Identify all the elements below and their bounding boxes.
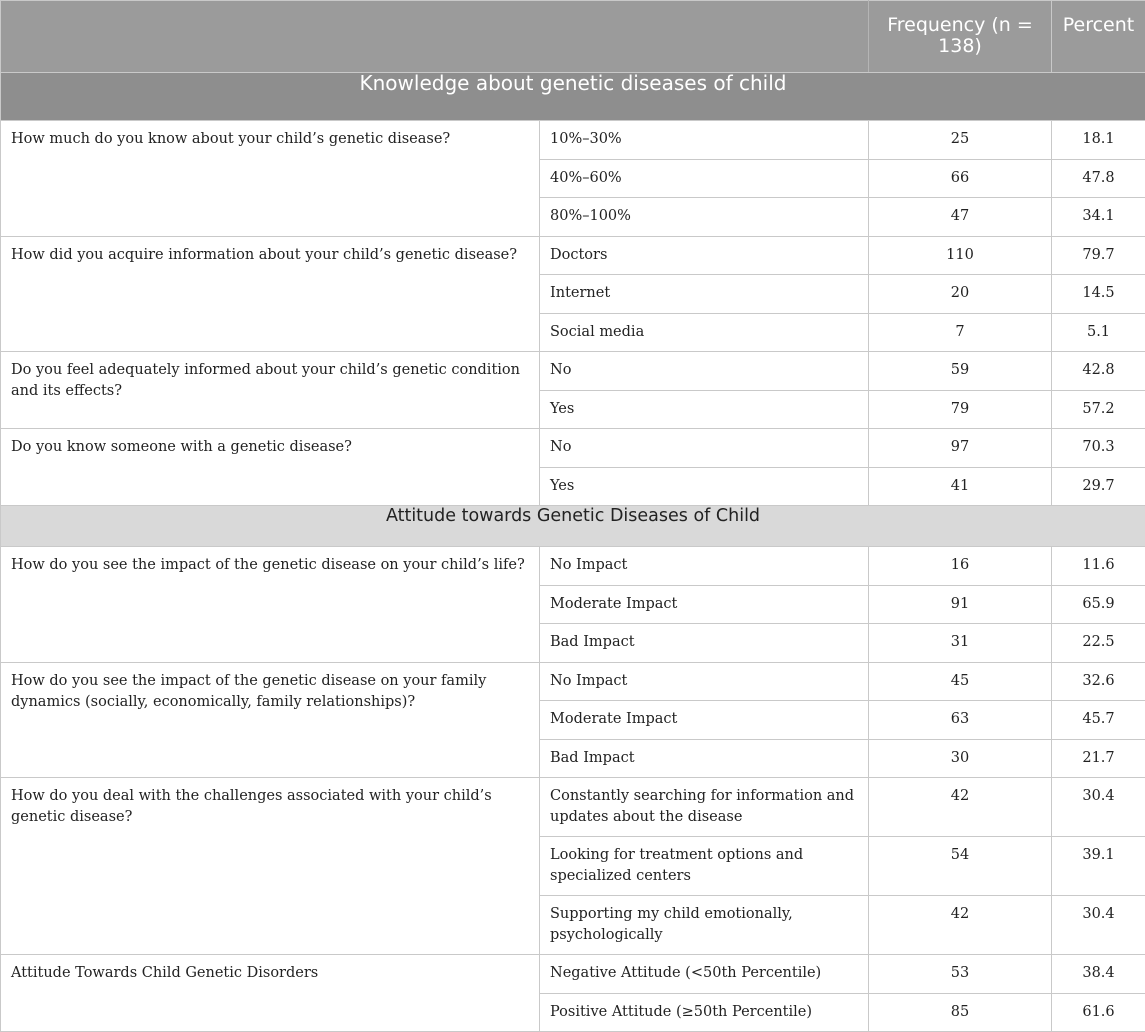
frequency-cell: 42 xyxy=(869,778,1052,837)
frequency-cell: 63 xyxy=(869,701,1052,740)
option-cell: Constantly searching for information and updates about the disease xyxy=(540,778,869,837)
section-row-knowledge xyxy=(1,73,1145,121)
percent-cell: 57.2 xyxy=(1052,390,1145,429)
table-row xyxy=(1,662,1145,701)
option-cell: Doctors xyxy=(540,236,869,275)
question-cell: How do you see the impact of the genetic disease on your child’s life? xyxy=(1,547,540,663)
frequency-cell: 25 xyxy=(869,121,1052,160)
percent-cell: 11.6 xyxy=(1052,547,1145,586)
percent-cell: 47.8 xyxy=(1052,159,1145,198)
table-row xyxy=(1,236,1145,275)
option-cell: No Impact xyxy=(540,547,869,586)
option-cell: Moderate Impact xyxy=(540,585,869,624)
frequency-cell: 42 xyxy=(869,896,1052,955)
question-cell: Do you know someone with a genetic disease? xyxy=(1,429,540,506)
option-cell: No Impact xyxy=(540,662,869,701)
percent-cell: 39.1 xyxy=(1052,837,1145,896)
frequency-cell: 16 xyxy=(869,547,1052,586)
option-cell: 80%–100% xyxy=(540,198,869,237)
option-cell: Bad Impact xyxy=(540,739,869,778)
frequency-cell: 53 xyxy=(869,955,1052,994)
frequency-cell: 66 xyxy=(869,159,1052,198)
percent-cell: 29.7 xyxy=(1052,467,1145,506)
percent-cell: 38.4 xyxy=(1052,955,1145,994)
frequency-cell: 97 xyxy=(869,429,1052,468)
table-row xyxy=(1,955,1145,994)
option-cell: Social media xyxy=(540,313,869,352)
frequency-cell: 85 xyxy=(869,993,1052,1032)
option-cell: Bad Impact xyxy=(540,624,869,663)
percent-cell: 45.7 xyxy=(1052,701,1145,740)
table-row xyxy=(1,352,1145,391)
option-cell: Supporting my child emotionally, psychologically xyxy=(540,896,869,955)
percent-cell: 70.3 xyxy=(1052,429,1145,468)
percent-cell: 14.5 xyxy=(1052,275,1145,314)
option-cell: 10%–30% xyxy=(540,121,869,160)
percent-cell: 30.4 xyxy=(1052,896,1145,955)
frequency-cell: 7 xyxy=(869,313,1052,352)
table-row xyxy=(1,121,1145,160)
header-percent: Percent xyxy=(1052,1,1145,73)
option-cell: 40%–60% xyxy=(540,159,869,198)
percent-cell: 79.7 xyxy=(1052,236,1145,275)
option-cell: Internet xyxy=(540,275,869,314)
option-cell: Moderate Impact xyxy=(540,701,869,740)
section-title: Attitude towards Genetic Diseases of Child xyxy=(1,506,1145,547)
percent-cell: 32.6 xyxy=(1052,662,1145,701)
section-row-attitude xyxy=(1,506,1145,547)
frequency-cell: 41 xyxy=(869,467,1052,506)
option-cell: Yes xyxy=(540,467,869,506)
percent-cell: 42.8 xyxy=(1052,352,1145,391)
table-row xyxy=(1,547,1145,586)
option-cell: Negative Attitude (<50th Percentile) xyxy=(540,955,869,994)
question-cell: How do you deal with the challenges associated with your child’s genetic disease? xyxy=(1,778,540,955)
option-cell: No xyxy=(540,352,869,391)
frequency-cell: 20 xyxy=(869,275,1052,314)
percent-cell: 18.1 xyxy=(1052,121,1145,160)
question-cell: How did you acquire information about your child’s genetic disease? xyxy=(1,236,540,352)
question-cell: How much do you know about your child’s genetic disease? xyxy=(1,121,540,237)
frequency-cell: 47 xyxy=(869,198,1052,237)
frequency-cell: 54 xyxy=(869,837,1052,896)
frequency-cell: 31 xyxy=(869,624,1052,663)
frequency-cell: 45 xyxy=(869,662,1052,701)
option-cell: Yes xyxy=(540,390,869,429)
frequency-cell: 59 xyxy=(869,352,1052,391)
table-row xyxy=(1,429,1145,468)
section-title: Knowledge about genetic diseases of child xyxy=(1,73,1145,121)
percent-cell: 34.1 xyxy=(1052,198,1145,237)
percent-cell: 21.7 xyxy=(1052,739,1145,778)
percent-cell: 22.5 xyxy=(1052,624,1145,663)
percent-cell: 65.9 xyxy=(1052,585,1145,624)
option-cell: Looking for treatment options and specialized centers xyxy=(540,837,869,896)
option-cell: Positive Attitude (≥50th Percentile) xyxy=(540,993,869,1032)
table-row xyxy=(1,778,1145,837)
header-row xyxy=(1,1,1145,73)
frequency-cell: 91 xyxy=(869,585,1052,624)
question-cell: How do you see the impact of the genetic disease on your family dynamics (socially, economically, family relationships)? xyxy=(1,662,540,778)
option-cell: No xyxy=(540,429,869,468)
percent-cell: 30.4 xyxy=(1052,778,1145,837)
frequency-cell: 30 xyxy=(869,739,1052,778)
question-cell: Attitude Towards Child Genetic Disorders xyxy=(1,955,540,1032)
percent-cell: 61.6 xyxy=(1052,993,1145,1032)
question-cell: Do you feel adequately informed about your child’s genetic condition and its effects? xyxy=(1,352,540,429)
header-frequency: Frequency (n = 138) xyxy=(869,1,1052,73)
frequency-cell: 110 xyxy=(869,236,1052,275)
header-blank-cell xyxy=(1,1,869,73)
frequency-cell: 79 xyxy=(869,390,1052,429)
percent-cell: 5.1 xyxy=(1052,313,1145,352)
